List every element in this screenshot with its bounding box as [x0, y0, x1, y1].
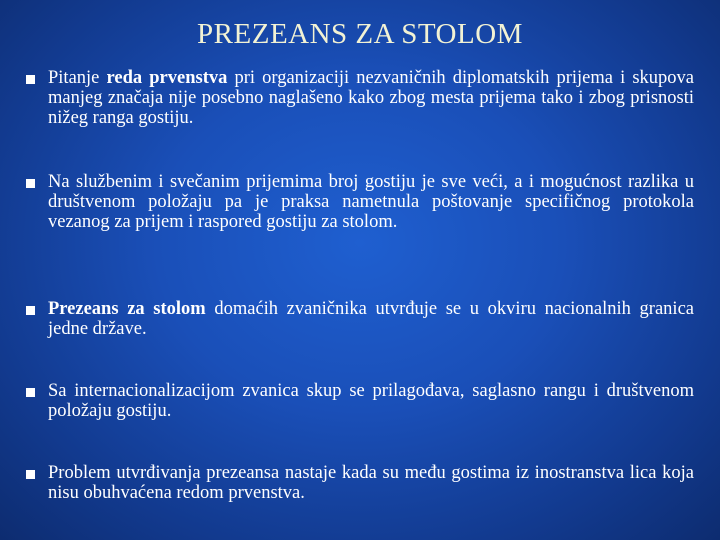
bullet-item [22, 463, 694, 503]
square-bullet-icon [26, 306, 35, 315]
bullet-text [48, 381, 694, 421]
bullet-text-part: Na službenim i svečanim prijemima broj gostiju je sve veći, a i mogućnost razlika u društvenom položaju pa je praksa nametnula poštovanje specifičnog protokola vezanog za prijem i raspored gostiju za stolom. [48, 172, 694, 232]
bullet-text-part: Problem utvrđivanja prezeansa nastaje kada su među gostima iz inostranstva lica koja nisu obuhvaćena redom prvenstva. [48, 463, 694, 503]
square-bullet-icon [26, 470, 35, 479]
bullet-text-bold: reda prvenstva [106, 68, 228, 88]
bullet-item [22, 172, 694, 232]
bullet-item [22, 68, 694, 128]
bullet-text [48, 68, 694, 128]
bullet-item [22, 381, 694, 421]
bullet-text [48, 463, 694, 503]
bullet-text-part: Pitanje [48, 68, 107, 88]
bullet-text-part: domaćih zvaničnika utvrđuje se u okviru nacionalnih granica jedne države. [48, 299, 694, 339]
bullet-text-part: pri organizaciji nezvaničnih diplomatskih prijema i skupova manjeg značaja nije posebno naglašeno kako zbog mesta prijema tako i zbog prisnosti nižeg ranga gostiju. [48, 68, 694, 128]
square-bullet-icon [26, 75, 35, 84]
bullet-text-bold: Prezeans za stolom [48, 299, 206, 319]
bullet-text [48, 299, 694, 339]
square-bullet-icon [26, 388, 35, 397]
bullet-item [22, 299, 694, 339]
bullet-text-part: Sa internacionalizacijom zvanica skup se prilagođava, saglasno rangu i društvenom položaju gostiju. [48, 381, 694, 421]
slide-title: PREZEANS ZA STOLOM [197, 18, 523, 50]
square-bullet-icon [26, 179, 35, 188]
bullet-text [48, 172, 694, 232]
